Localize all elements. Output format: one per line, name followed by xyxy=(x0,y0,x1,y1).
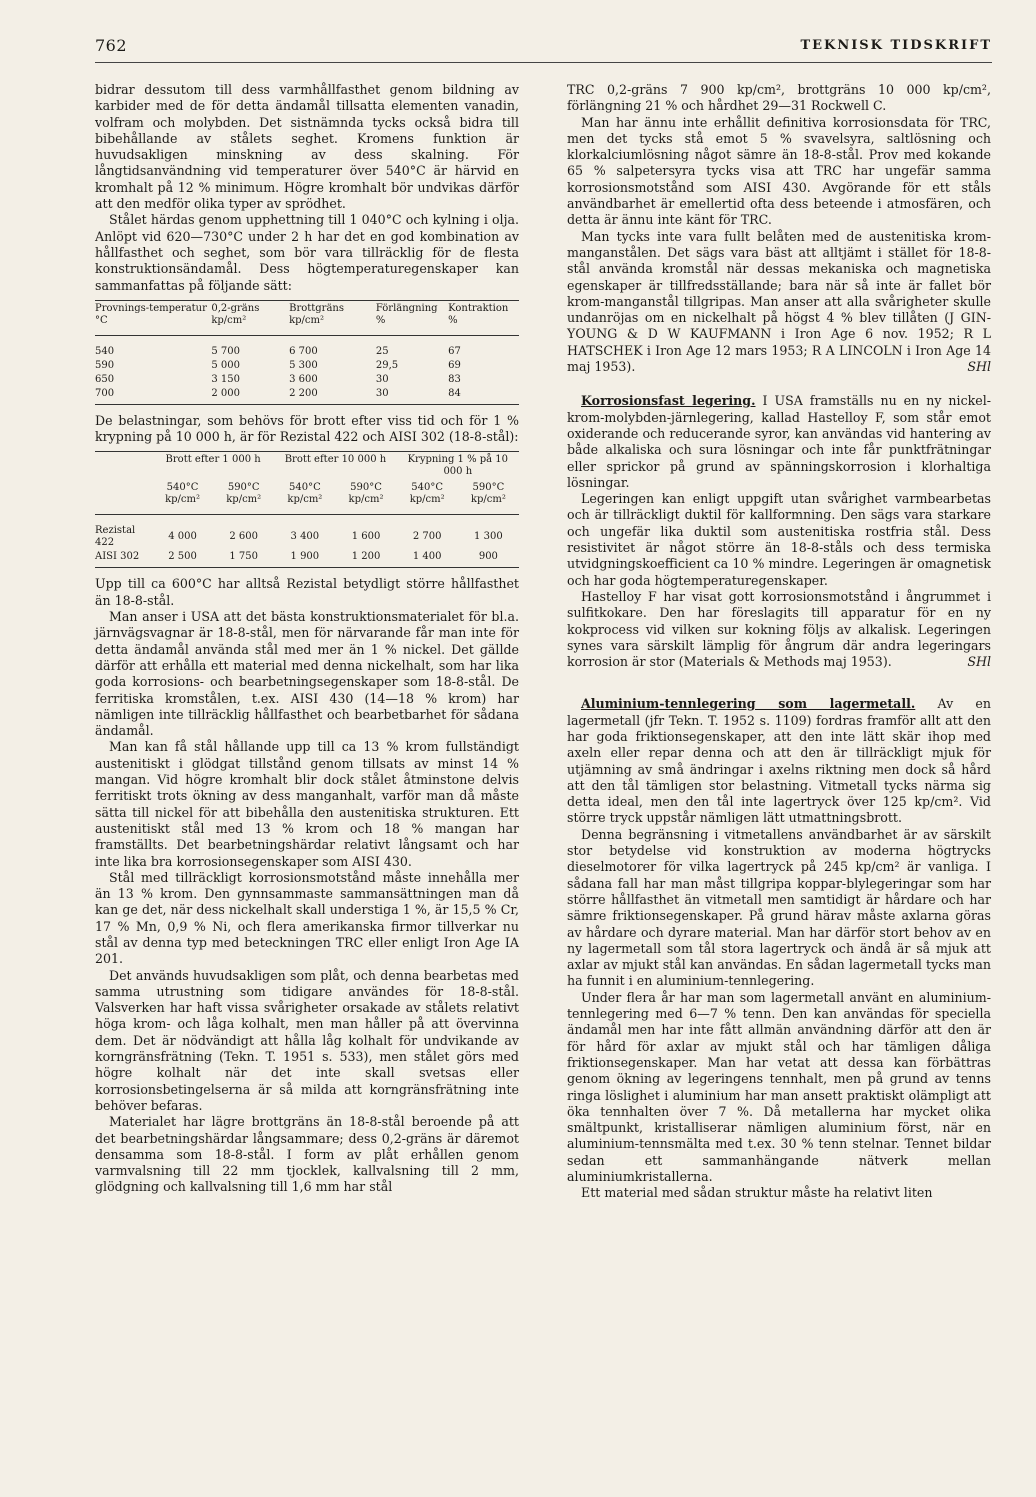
table-cell: 5 000 xyxy=(211,359,240,371)
table-cell: 3 600 xyxy=(289,373,318,385)
table-cell: 3 400 xyxy=(290,531,320,543)
table-header: Brottgräns kp/cm² xyxy=(289,300,376,335)
table-cell: 5 700 xyxy=(211,345,240,357)
paragraph: Stålet härdas genom upphettning till 1 040°C och kylning i olja. Anlöpt vid 620—730°C under 2 h har det en god kombination av hållfasthet och seghet, som bör vara tillräcklig för de flesta konstruktionsändamål. Dess högtemperaturegenskaper kan sammanfattas på följande sätt: xyxy=(95,212,519,293)
left-column xyxy=(95,82,519,1196)
table-row xyxy=(95,359,519,373)
section-heading: Korrosionsfast legering. xyxy=(581,393,756,409)
table-cell: 2 700 xyxy=(412,531,442,543)
paragraph-text: Man tycks inte vara fullt belåten med de austenitiska krom-manganstålen. Det sägs vara bäst att alltjämt i stället för 18-8-stål använda kromstål när dessas mekaniska och magnetiska egenskaper är tillfredsställande; bara när så inte är fallet bör krom-manganstål tillgripas. Man anser att alla svårigheter skulle undanröjas om en nickelhalt på högst 4 % blev tillåten (J GIN-YOUNG & D W KAUFMANN i Iron Age 6 nov. 1952; R L HATSCHEK i Iron Age 12 mars 1953; R A LINCOLN i Iron Age 14 maj 1953). xyxy=(567,228,991,375)
table-header: 540°C kp/cm² xyxy=(152,480,213,515)
paragraph: bidrar dessutom till dess varmhållfasthet genom bildning av karbider med de för detta ändamål tillsatta elementen vanadin, volfram och molybden. Det sistnämnda tycks också bidra till bibehållande av stålets seghet. Kromens funktion är huvudsakligen minskning av dess skalning. För långtidsanvändning vid temperaturer över 540°C är härvid en kromhalt på 12 % minimum. Högre kromhalt bör undvikas därför att den medför olika typer av sprödhet. xyxy=(95,82,519,212)
table-cell: 6 700 xyxy=(289,345,318,357)
table-cell: 540 xyxy=(95,345,115,357)
table-header-blank xyxy=(95,452,152,481)
table-cell: 900 xyxy=(458,550,519,568)
table-cell: 69 xyxy=(448,359,461,371)
page-header xyxy=(95,36,992,58)
paragraph: Under flera år har man som lagermetall använt en aluminium-tennlegering med 6—7 % tenn. Den kan användas för speciella ändamål men har inte fått allmän användning därför att den är för hård för axlar av mjukt stål och har tämligen dåliga friktionsegenskaper. Man har vetat att dessa kan förbättras genom ökning av legeringens tennhalt, men på grund av tenns ringa löslighet i aluminium har man ansett praktiskt olämpligt att öka tennhalten över 7 %. Då metallerna har mycket olika smältpunkt, kristalliserar nämligen aluminium först, när en aluminium-tennsmälta med t.ex. 30 % tenn stelnar. Tennet bildar sedan ett sammanhängande nätverk mellan aluminiumkristallerna. xyxy=(567,989,991,1184)
table-cell: 29,5 xyxy=(375,359,399,371)
table-cell: 700 xyxy=(95,387,211,405)
author-signature: SHl xyxy=(967,654,991,670)
paragraph: Upp till ca 600°C har alltså Rezistal betydligt större hållfasthet än 18-8-stål. xyxy=(95,576,519,608)
table-row xyxy=(95,387,519,405)
table-cell: 590 xyxy=(95,359,115,371)
table-header: 590°C kp/cm² xyxy=(458,480,519,515)
high-temperature-properties-table xyxy=(95,300,519,405)
paragraph: Ett material med sådan struktur måste ha relativt liten xyxy=(581,1185,933,1201)
table-cell: AISI 302 xyxy=(95,550,152,568)
article-paragraph xyxy=(567,696,991,826)
journal-title: TEKNISK TIDSKRIFT xyxy=(800,38,992,53)
table-cell: 4 000 xyxy=(168,531,197,543)
table-cell: 83 xyxy=(448,373,461,385)
table-row xyxy=(95,335,519,359)
table-cell: 2 000 xyxy=(211,387,289,405)
table-cell: Rezistal 422 xyxy=(95,525,136,549)
table-cell: 30 xyxy=(375,373,389,385)
header-rule xyxy=(95,62,992,63)
table-header: 540°C kp/cm² xyxy=(397,480,458,515)
table-cell: 67 xyxy=(448,345,461,357)
paragraph: Stål med tillräckligt korrosionsmotstånd måste innehålla mer än 13 % krom. Den gynnsammaste sammansättningen man då kan ge det, när dess nickelhalt skall understiga 1 %, är 15,5 % Cr, 17 % Mn, 0,9 % Ni, och flera amerikanska firmor tillverkar nu stål av denna typ med beteckningen TRC eller enligt Iron Age IA 201. xyxy=(95,869,519,967)
table-row xyxy=(95,515,519,551)
paragraph: Man anser i USA att det bästa konstruktionsmaterialet för bl.a. järnvägsvagnar är 18-8-stål, men för närvarande får man inte för detta ändamål använda stål med mer än 1 % nickel. Det gällde därför att erhålla ett material med denna nickelhalt, som har lika goda korrosions- och bearbetningsegenskaper som 18-8-stål. De ferritiska kromstålen, t.ex. AISI 430 (14—18 % krom) har nämligen inte tillräcklig hållfasthet och bearbetbarhet för sådana ändamål. xyxy=(95,609,519,739)
paragraph-text: Hastelloy F har visat gott korrosionsmotstånd i ångrummet i sulfitkokare. Den har föreslagits till apparatur för en ny kokprocess vid vilken sur kokning följs av alkalisk. Legeringen synes vara särskilt lämplig för ångrum där andra legeringars korrosion är stor (Materials & Methods maj 1953). xyxy=(567,588,991,670)
section-heading: Aluminium-tennlegering som lagermetall. xyxy=(581,696,916,712)
right-column xyxy=(567,82,991,1202)
table-cell: 1 750 xyxy=(213,550,274,568)
table-header-blank xyxy=(95,480,152,515)
table-cell: 1 400 xyxy=(397,550,458,568)
table-group-header: Brott efter 1 000 h xyxy=(152,452,274,481)
article-paragraph xyxy=(567,393,991,491)
table-header: Kontraktion % xyxy=(448,300,519,335)
table-cell: 25 xyxy=(375,345,389,357)
paragraph xyxy=(567,589,991,670)
table-cell: 5 300 xyxy=(289,359,318,371)
table-header: 540°C kp/cm² xyxy=(274,480,335,515)
page-number: 762 xyxy=(95,36,128,55)
table-header: 590°C kp/cm² xyxy=(213,480,274,515)
paragraph: Det används huvudsakligen som plåt, och denna bearbetas med samma utrustning som tidigare användes för 18-8-stål. Valsverken har haft vissa svårigheter orsakade av stålets relativt höga krom- och låga kolhalt, men man håller på att övervinna dem. Det är nödvändigt att hålla låg kolhalt för undvikande av korngränsfrätning (Tekn. T. 1951 s. 533), men stålet görs med högre kolhalt när det inte skall svetsas eller korrosionsbetingelserna är så milda att korngränsfrätning inte behöver befaras. xyxy=(95,967,519,1113)
table-cell: 1 900 xyxy=(274,550,335,568)
table-header: Provnings-temperatur °C xyxy=(95,300,211,335)
paragraph-text: I USA framställs nu en ny nickel-krom-molybden-järnlegering, kallad Hastelloy F, som står emot oxiderande och reducerande syror, kan användas vid hantering av både alkaliska och sura lösningar och inte får punktfrätningar eller sprickor på grund av spänningskorrosion i klorhaltiga lösningar. xyxy=(567,393,991,490)
table-cell: 1 600 xyxy=(351,531,381,543)
paragraph: Legeringen kan enligt uppgift utan svårighet varmbearbetas och är tillräckligt duktil för kallformning. Den sägs vara starkare och ungefär lika duktil som austenitiska rostfria stål. Dess resistivitet är något större än 18-8-ståls och dess termiska utvidgningskoefficient ca 10 % mindre. Legeringen är omagnetisk och har goda högtemperaturegenskaper. xyxy=(567,491,991,588)
table-cell: 1 300 xyxy=(474,531,503,543)
author-signature: SHl xyxy=(967,359,991,375)
paragraph: Man kan få stål hållande upp till ca 13 % krom fullständigt austenitiskt i glödgat tillstånd genom tillsats av minst 14 % mangan. Vid högre kromhalt blir dock stålet åtminstone delvis ferritiskt trots ökning av dess manganhalt, varför man då måste sätta till nickel för att bibehålla den austenitiska strukturen. Ett austenitiskt stål med 13 % krom och 18 % mangan har framställts. Det bearbetningshärdar relativt långsamt och har inte lika bra korrosionsegenskaper som AISI 430. xyxy=(95,739,519,869)
table-cell: 3 150 xyxy=(211,373,240,385)
paragraph: De belastningar, som behövs för brott efter viss tid och för 1 % krypning på 10 000 h, är för Rezistal 422 och AISI 302 (18-8-stål): xyxy=(95,412,519,445)
table-cell: 30 xyxy=(376,387,448,405)
paragraph: TRC 0,2-gräns 7 900 kp/cm², brottgräns 10 000 kp/cm², förlängning 21 % och hårdhet 29—31 Rockwell C. xyxy=(567,82,991,114)
table-group-header: Krypning 1 % på 10 000 h xyxy=(397,452,519,481)
table-cell: 1 200 xyxy=(335,550,396,568)
table-cell: 2 200 xyxy=(289,387,376,405)
paragraph: Materialet har lägre brottgräns än 18-8-stål beroende på att det bearbetningshärdar långsammare; dess 0,2-gräns är däremot densamma som 18-8-stål. I form av plåt erhållen genom varmvalsning till 22 mm tjocklek, kallvalsning till 2 mm, glödgning och kallvalsning till 1,6 mm har stål xyxy=(95,1114,519,1195)
table-group-header: Brott efter 10 000 h xyxy=(274,452,396,481)
paragraph: Denna begränsning i vitmetallens användbarhet är av särskilt stor betydelse vid konstruktion av moderna högtrycks dieselmotorer för vilka lagertryck på 245 kp/cm² är vanliga. I sådana fall har man måst tillgripa koppar-blylegeringar som har större hållfasthet än vitmetall men samtidigt är hårdare och har sämre friktionsegenskaper. På grund härav måste axlarna göras av hårdare och dyrare material. Man har därför stort behov av en ny lagermetall som tål stora lagertryck och ändå är så mjuk att axlar av mjukt stål kan användas. En sådan lagermetall tycks man ha funnit i en aluminium-tennlegering. xyxy=(567,826,991,989)
table-row xyxy=(95,550,519,568)
table-header: 590°C kp/cm² xyxy=(335,480,396,515)
table-cell: 2 500 xyxy=(152,550,213,568)
table-cell: 2 600 xyxy=(229,531,259,543)
creep-strength-table xyxy=(95,451,519,568)
table-cell: 650 xyxy=(95,373,115,385)
paragraph: Man har ännu inte erhållit definitiva korrosionsdata för TRC, men det tycks stå emot 5 % svavelsyra, saltlösning och klorkalciumlösning något sämre än 18-8-stål. Prov med kokande 65 % salpetersyra tycks visa att TRC har ungefär samma korrosionsmotstånd som AISI 430. Avgörande för ett ståls användbarhet är emellertid ofta dess beteende i atmosfären, och detta är ännu inte känt för TRC. xyxy=(567,114,991,228)
table-row xyxy=(95,373,519,387)
table-header: Förlängning % xyxy=(376,300,448,335)
table-cell: 84 xyxy=(448,387,519,405)
paragraph xyxy=(567,229,991,376)
paragraph-text: Av en lagermetall (jfr Tekn. T. 1952 s. 1109) fordras framför allt att den har goda friktionsegenskaper, att den inte lätt skär ihop med axeln eller repar denna och att den är tillräckligt mjuk för utjämning av små ändringar i axelns riktning men dock så hård att den tål tämligen stor belastning. Vitmetall tycks närma sig detta ideal, men den tål inte lagertryck över 125 kp/cm². Vid större tryck uppstår nämligen lätt utmattningsbrott. xyxy=(567,696,991,826)
table-header: 0,2-gräns kp/cm² xyxy=(211,300,289,335)
